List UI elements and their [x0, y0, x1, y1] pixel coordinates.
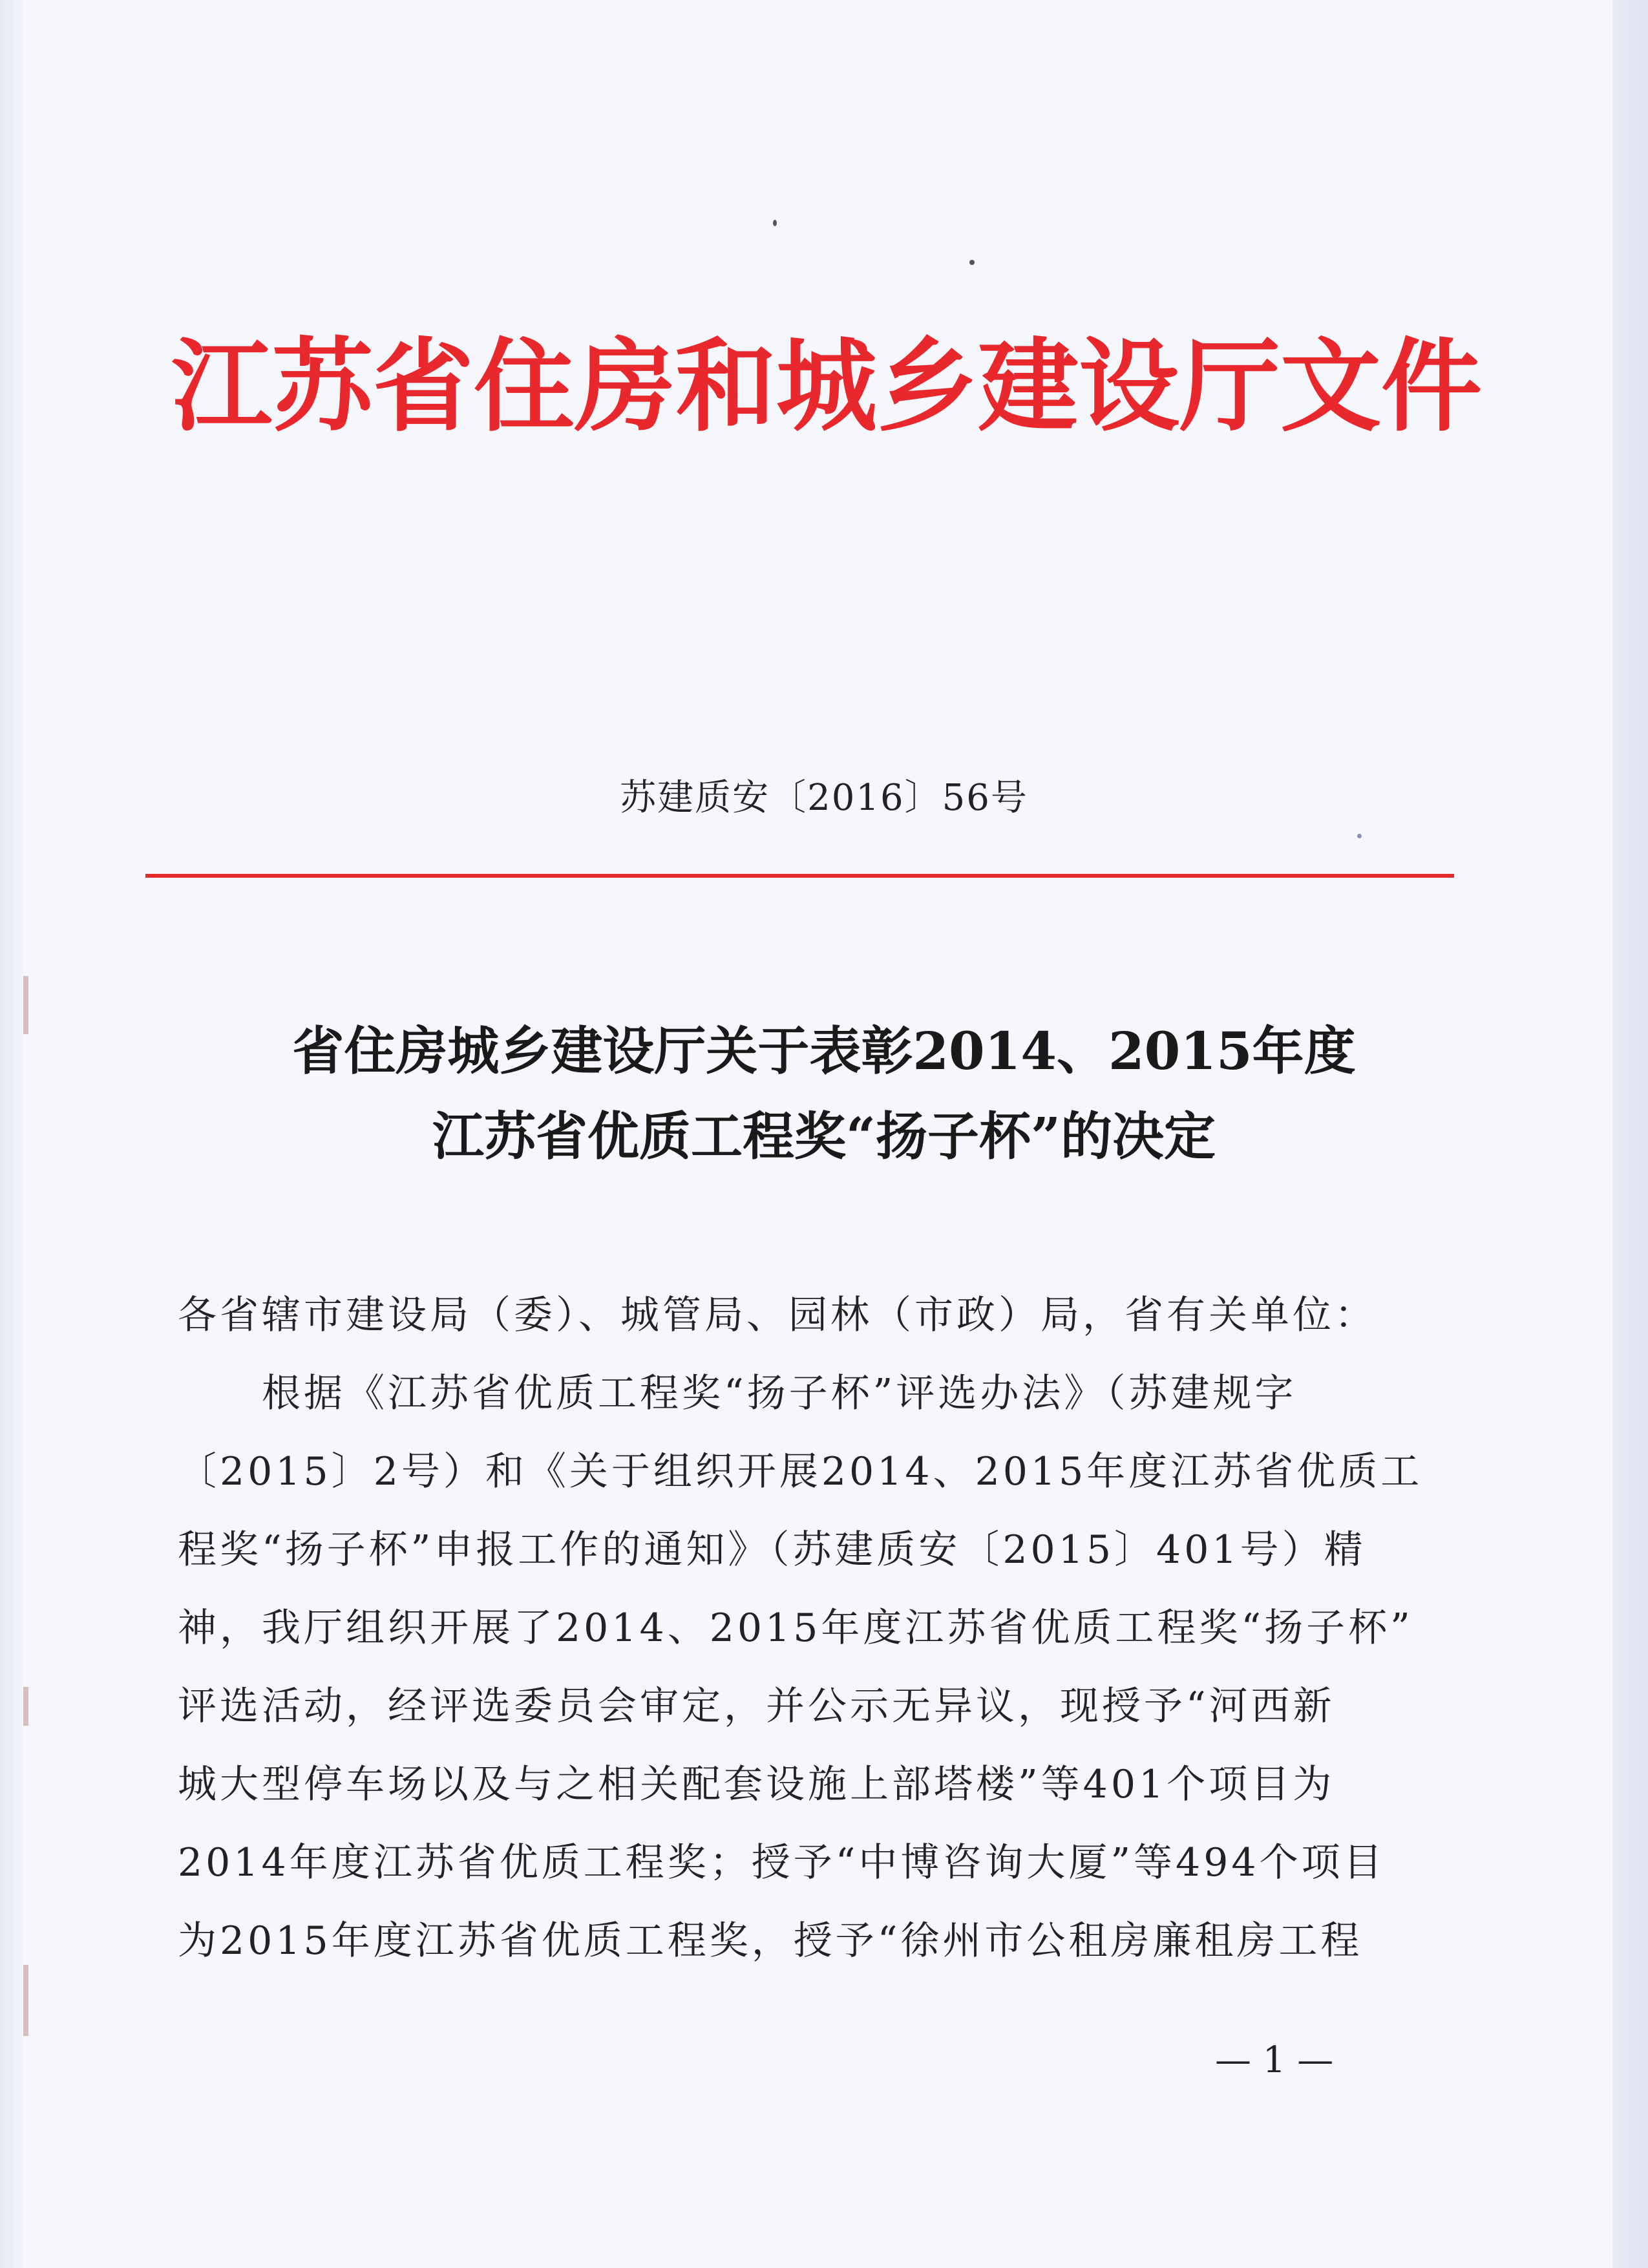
body-line: 各省辖市建设局（委）、城管局、园林（市政）局，省有关单位：: [178, 1293, 1377, 1338]
scan-speck: [1357, 834, 1362, 838]
binding-mark: [23, 1687, 28, 1726]
body-line: 为2015年度江苏省优质工程奖，授予“徐州市公租房廉租房工程: [178, 1918, 1363, 1964]
document-title-line: 江苏省优质工程奖“扬子杯”的决定: [432, 1106, 1216, 1167]
document-title: [0, 1008, 1648, 1179]
body-line: 根据《江苏省优质工程奖“扬子杯”评选办法》（苏建规字: [178, 1371, 1297, 1416]
body-text: [178, 1277, 1464, 1980]
body-line: 程奖“扬子杯”申报工作的通知》（苏建质安〔2015〕401号）精: [178, 1527, 1366, 1573]
page-number: — 1 —: [1215, 2039, 1334, 2081]
body-line: 城大型停车场以及与之相关配套设施上部塔楼”等401个项目为: [178, 1762, 1335, 1807]
scan-speck: [969, 260, 975, 265]
body-line: 〔2015〕2号）和《关于组织开展2014、2015年度江苏省优质工: [178, 1449, 1423, 1494]
document-title-line: 省住房城乡建设厅关于表彰2014、2015年度: [292, 1021, 1356, 1081]
document-number: 苏建质安〔2016〕56号: [620, 777, 1028, 819]
body-line: 神，我厅组织开展了2014、2015年度江苏省优质工程奖“扬子杯”: [178, 1606, 1413, 1651]
body-line: 2014年度江苏省优质工程奖；授予“中博咨询大厦”等494个项目: [178, 1840, 1386, 1885]
red-separator-rule: [145, 874, 1454, 878]
scan-speck: [773, 220, 777, 226]
agency-header-title: 江苏省住房和城乡建设厅文件: [171, 327, 1482, 445]
body-line: 评选活动，经评选委员会审定，并公示无异议，现授予“河西新: [178, 1684, 1335, 1729]
binding-mark: [23, 1965, 28, 2036]
